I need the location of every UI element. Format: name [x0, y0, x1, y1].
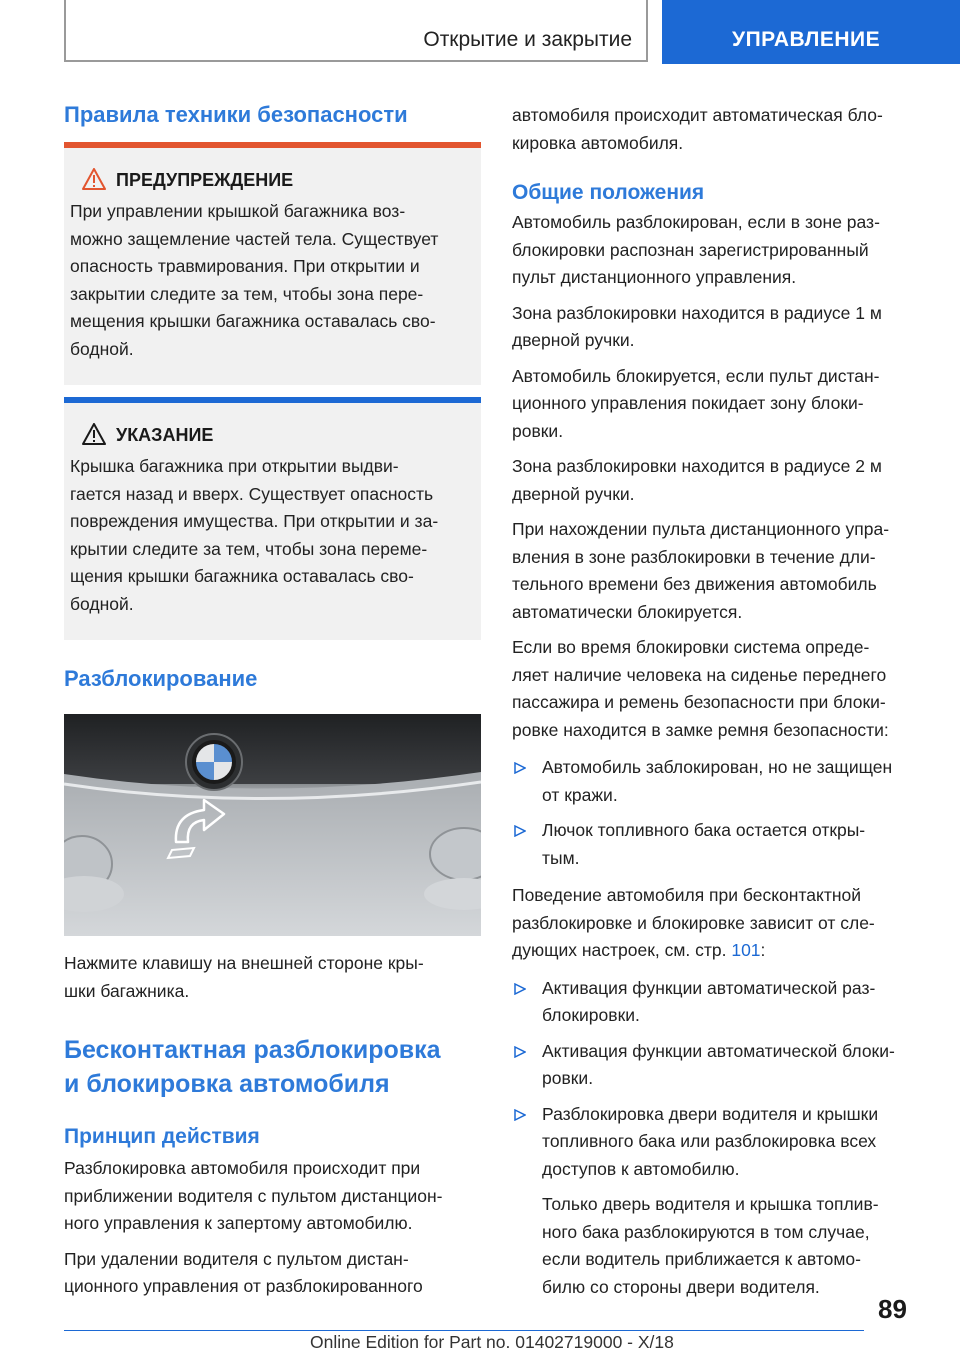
warning-title: ПРЕДУПРЕЖДЕНИЕ	[116, 170, 294, 190]
general-paragraph-2: Зона разблокировки находится в радиусе 1 м дверной ручки.	[512, 302, 882, 350]
unlock-heading: Разблокирование	[64, 666, 258, 691]
principle-paragraph-2: При удалении водителя с пультом дистан- ционного управления от разблокированного	[64, 1248, 423, 1296]
list-item: Активация функции автоматической раз- блокировки.	[512, 975, 927, 1030]
warning-text: При управлении крышкой багажника воз- можно защемление частей тела. Существует опасность травмирования. При открытии и закрытии следите за тем, чтобы зона пере- мещения крышки багажника оставалась сво- бодной.	[70, 201, 439, 359]
list-item: Лючок топливного бака остается откры- тым.	[512, 817, 927, 872]
notice-box	[64, 397, 481, 640]
trunk-illustration	[64, 714, 481, 936]
general-paragraph-3: Автомобиль блокируется, если пульт дистан- ционного управления покидает зону блоки- ровки.	[512, 365, 880, 441]
notice-title: УКАЗАНИЕ	[116, 425, 214, 445]
triangle-bullet-icon	[514, 983, 526, 995]
triangle-bullet-icon	[514, 1046, 526, 1058]
general-paragraph-6: Если во время блокировки система опреде- ляет наличие человека на сиденье переднего пассажира и ремень безопасности при блоки- ровке находится в замке ремня безопасности:	[512, 637, 889, 740]
list-item: Разблокировка двери водителя и крышки топливного бака или разблокировка всех доступов к автомобилю. Только дверь водителя и крышка топлив- ного бака разблокируются в том случае, если водитель приближается к автомо- билю со стороны двери водителя.	[512, 1101, 927, 1302]
page-reference-link[interactable]: 101	[731, 940, 761, 960]
comfort-access-heading: Бесконтактная разблокировка и блокировка автомобиля	[64, 1036, 441, 1098]
list-item: Активация функции автоматической блоки- ровки.	[512, 1038, 927, 1093]
general-paragraph-5: При нахождении пульта дистанционного упра- вления в зоне разблокировки в течение дли- тельного времени без движения автомобиль автоматически блокируется.	[512, 519, 890, 622]
edition-footer: Online Edition for Part no. 01402719000 - X/18	[310, 1332, 674, 1352]
general-heading: Общие положения	[512, 181, 705, 204]
footer-divider	[64, 1330, 864, 1331]
page-number: 89	[878, 1294, 907, 1324]
warning-triangle-icon	[82, 168, 106, 190]
notice-text: Крышка багажника при открытии выдви- гается назад и вверх. Существует опасность повреждения имущества. При открытии и за- крытии следите за тем, чтобы зона переме- щения крышки багажника оставалась сво- бодной.	[70, 456, 439, 614]
list-item: Автомобиль заблокирован, но не защищен от кражи.	[512, 754, 927, 809]
notice-title-row	[70, 421, 475, 449]
triangle-bullet-icon	[514, 1109, 526, 1121]
general-paragraph-4: Зона разблокировки находится в радиусе 2 м дверной ручки.	[512, 456, 882, 504]
chapter-title: Открытие и закрытие	[423, 28, 632, 51]
right-column	[512, 100, 927, 1301]
principle-paragraph-1: Разблокировка автомобиля происходит при приближении водителя с пультом дистанцион- ного управления к запертому автомобилю.	[64, 1158, 443, 1233]
warning-title-row	[70, 166, 475, 194]
warning-box	[64, 142, 481, 385]
chapter-header-box	[64, 0, 648, 62]
behavior-paragraph: Поведение автомобиля при бесконтактной разблокировке и блокировке зависит от сле- дующих настроек, см. стр. 101:	[512, 885, 875, 960]
principle-heading: Принцип действия	[64, 1125, 260, 1148]
general-paragraph-1: Автомобиль разблокирован, если в зоне раз- блокировки распознан зарегистрированный пульт дистанционного управления.	[512, 212, 880, 287]
left-column	[64, 100, 481, 1301]
bullet-list-2	[512, 975, 927, 1302]
continued-paragraph: автомобиля происходит автоматическая бло- кировка автомобиля.	[512, 105, 883, 153]
bullet-list-1	[512, 754, 927, 872]
bullet-note: Только дверь водителя и крышка топлив- ного бака разблокируются в том случае, если водитель приближается к автомо- билю со стороны двери водителя.	[542, 1194, 879, 1297]
notice-triangle-icon	[82, 423, 106, 445]
section-tab-label: УПРАВЛЕНИЕ	[732, 28, 881, 51]
triangle-bullet-icon	[514, 825, 526, 837]
trunk-button-photo	[64, 714, 481, 936]
section-tab[interactable]	[662, 0, 960, 64]
safety-heading: Правила техники безопасности	[64, 102, 408, 127]
photo-caption: Нажмите клавишу на внешней стороне кры- шки багажника.	[64, 953, 424, 1001]
triangle-bullet-icon	[514, 762, 526, 774]
